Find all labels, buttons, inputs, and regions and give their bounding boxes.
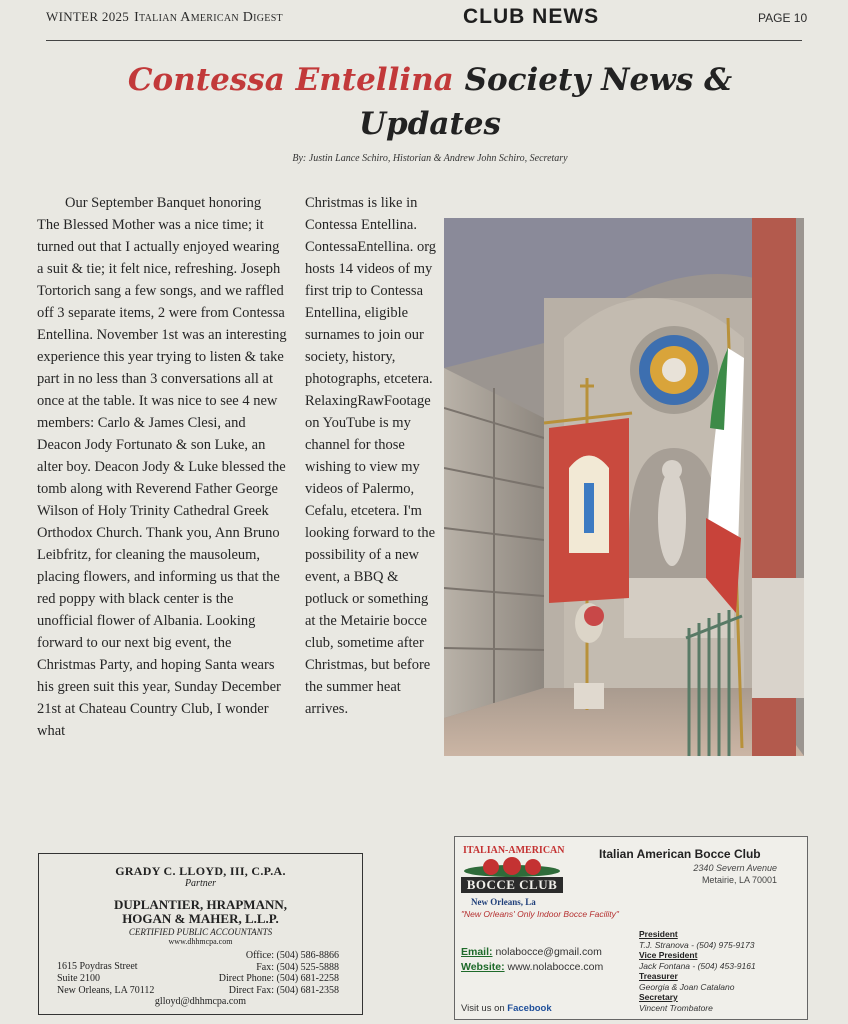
officer-role: Treasurer (639, 971, 678, 981)
officer-role: Vice President (639, 950, 698, 960)
bocce-logo-location: New Orleans, La (471, 897, 536, 907)
cpa-role: Partner (184, 878, 217, 889)
bocce-logo-text: BOCCE CLUB (461, 877, 563, 893)
bocce-visit (461, 1003, 552, 1014)
officer-person: T.J. Stranova - (504) 975-9173 (639, 939, 755, 950)
section-title: CLUB NEWS (463, 5, 600, 28)
cpa-fax: Fax: (504) 525-5888 (256, 961, 339, 973)
cpa-address (57, 961, 154, 997)
cpa-ad (38, 853, 363, 1015)
cpa-email: glloyd@dhhmcpa.com (154, 996, 247, 1007)
cpa-firm-line-2: HOGAN & MAHER, L.L.P. (122, 911, 279, 926)
cpa-website: www.dhhmcpa.com (168, 937, 233, 946)
cpa-direct-phone: Direct Phone: (504) 681-2258 (218, 973, 339, 984)
bocce-officers (639, 929, 756, 1013)
bocce-street: 2340 Severn Avenue (693, 863, 777, 873)
bocce-facebook: Facebook (507, 1003, 552, 1014)
bocce-website-label: Website: (461, 961, 505, 973)
title-accent: Contessa Entellina (127, 62, 454, 98)
page-number: PAGE 10 (758, 11, 808, 25)
cpa-subtitle: CERTIFIED PUBLIC ACCOUNTANTS (128, 927, 273, 937)
officer-person: Vincent Trombatore (639, 1002, 713, 1013)
bocce-city: Metairie, LA 70001 (701, 875, 777, 885)
cpa-direct-fax: Direct Fax: (504) 681-2358 (228, 984, 339, 996)
officer-person: Georgia & Joan Catalano (639, 981, 735, 992)
title-rest: Society News & Updates (359, 62, 733, 142)
bocce-email-label: Email: (461, 946, 493, 958)
cpa-firm-line-1: DUPLANTIER, HRAPMANN, (114, 897, 287, 912)
publication-name: Italian American Digest (134, 10, 283, 25)
page-header (0, 0, 848, 44)
bocce-tagline: "New Orleans' Only Indoor Bocce Facility" (461, 909, 619, 919)
mausoleum-photo (444, 218, 804, 756)
article-column-1: Our September Banquet honoring The Blessed Mother was a nice time; it turned out that I actually enjoyed wearing a suit & tie; it felt nice, refreshing. Joseph Tortorich sang a few songs, and we raffled off 3 separate items, 2 were from Contessa Entellina. November 1st was an interesting experience this year trying to listen & take part in no less than 3 conversations all at once at the table. It was nice to see 4 new members: Carlo & James Clesi, and Deacon Jody Fortunato & son Luke, an alter boy. Deacon Jody & Luke blessed the tomb along with Reverend Father George Wilson of Holy Trinity Cathedral Greek Orthodox Church. Thank you, Ann Bruno Leibfritz, for cleaning the mausoleum, placing flowers, and informing us that the red poppy with black center is the unofficial flower of Albania. Looking forward to our next big event, the Christmas Party, and hoping Santa wears his green suit this year, Sunday December 21st at Chateau Country Club, I wonder what (37, 195, 287, 739)
bocce-balls-logo-icon (461, 857, 563, 877)
issue-date: WINTER 2025 (46, 9, 130, 24)
bocce-visit-text: Visit us on (461, 1003, 505, 1014)
cpa-name: GRADY C. LLOYD, III, C.P.A. (115, 864, 286, 878)
cpa-address-line-1: 1615 Poydras Street (57, 961, 138, 972)
cpa-firm (39, 898, 362, 926)
officer-role: President (639, 929, 678, 939)
bocce-email: nolabocce@gmail.com (495, 946, 602, 958)
cpa-address-line-2: Suite 2100 (57, 973, 101, 984)
cpa-office-phone: Office: (504) 586-8866 (245, 950, 339, 961)
article-title (60, 58, 800, 146)
header-divider (46, 40, 802, 41)
article-column-2: Christmas is like in Contessa Entellina. ContessaEntellina. org hosts 14 videos of my first trip to Contessa Entellina, eligible surnames to join our society, history, photographs, etcetera. RelaxingRawFootage on YouTube is my channel for those wishing to view my videos of Palermo, Cefalu, etcetera. I'm looking forward to the possibility of a new event, a BBQ & potluck or something at the Metairie bocce club, sometime after Christmas, but before the summer heat arrives. (305, 195, 437, 717)
bocce-logo-top: ITALIAN-AMERICAN (463, 845, 565, 856)
byline: By: Justin Lance Schiro, Historian & Andrew John Schiro, Secretary (292, 153, 568, 164)
bocce-club-name: Italian American Bocce Club (599, 847, 761, 861)
bocce-ad (454, 836, 808, 1020)
bocce-website: www.nolabocce.com (507, 961, 604, 973)
officer-role: Secretary (639, 992, 678, 1002)
officer-person: Jack Fontana - (504) 453-9161 (639, 960, 756, 971)
cpa-phones (189, 950, 339, 996)
cpa-address-line-3: New Orleans, LA 70112 (57, 985, 155, 996)
issue-info (46, 9, 283, 26)
bocce-contact (461, 945, 603, 975)
